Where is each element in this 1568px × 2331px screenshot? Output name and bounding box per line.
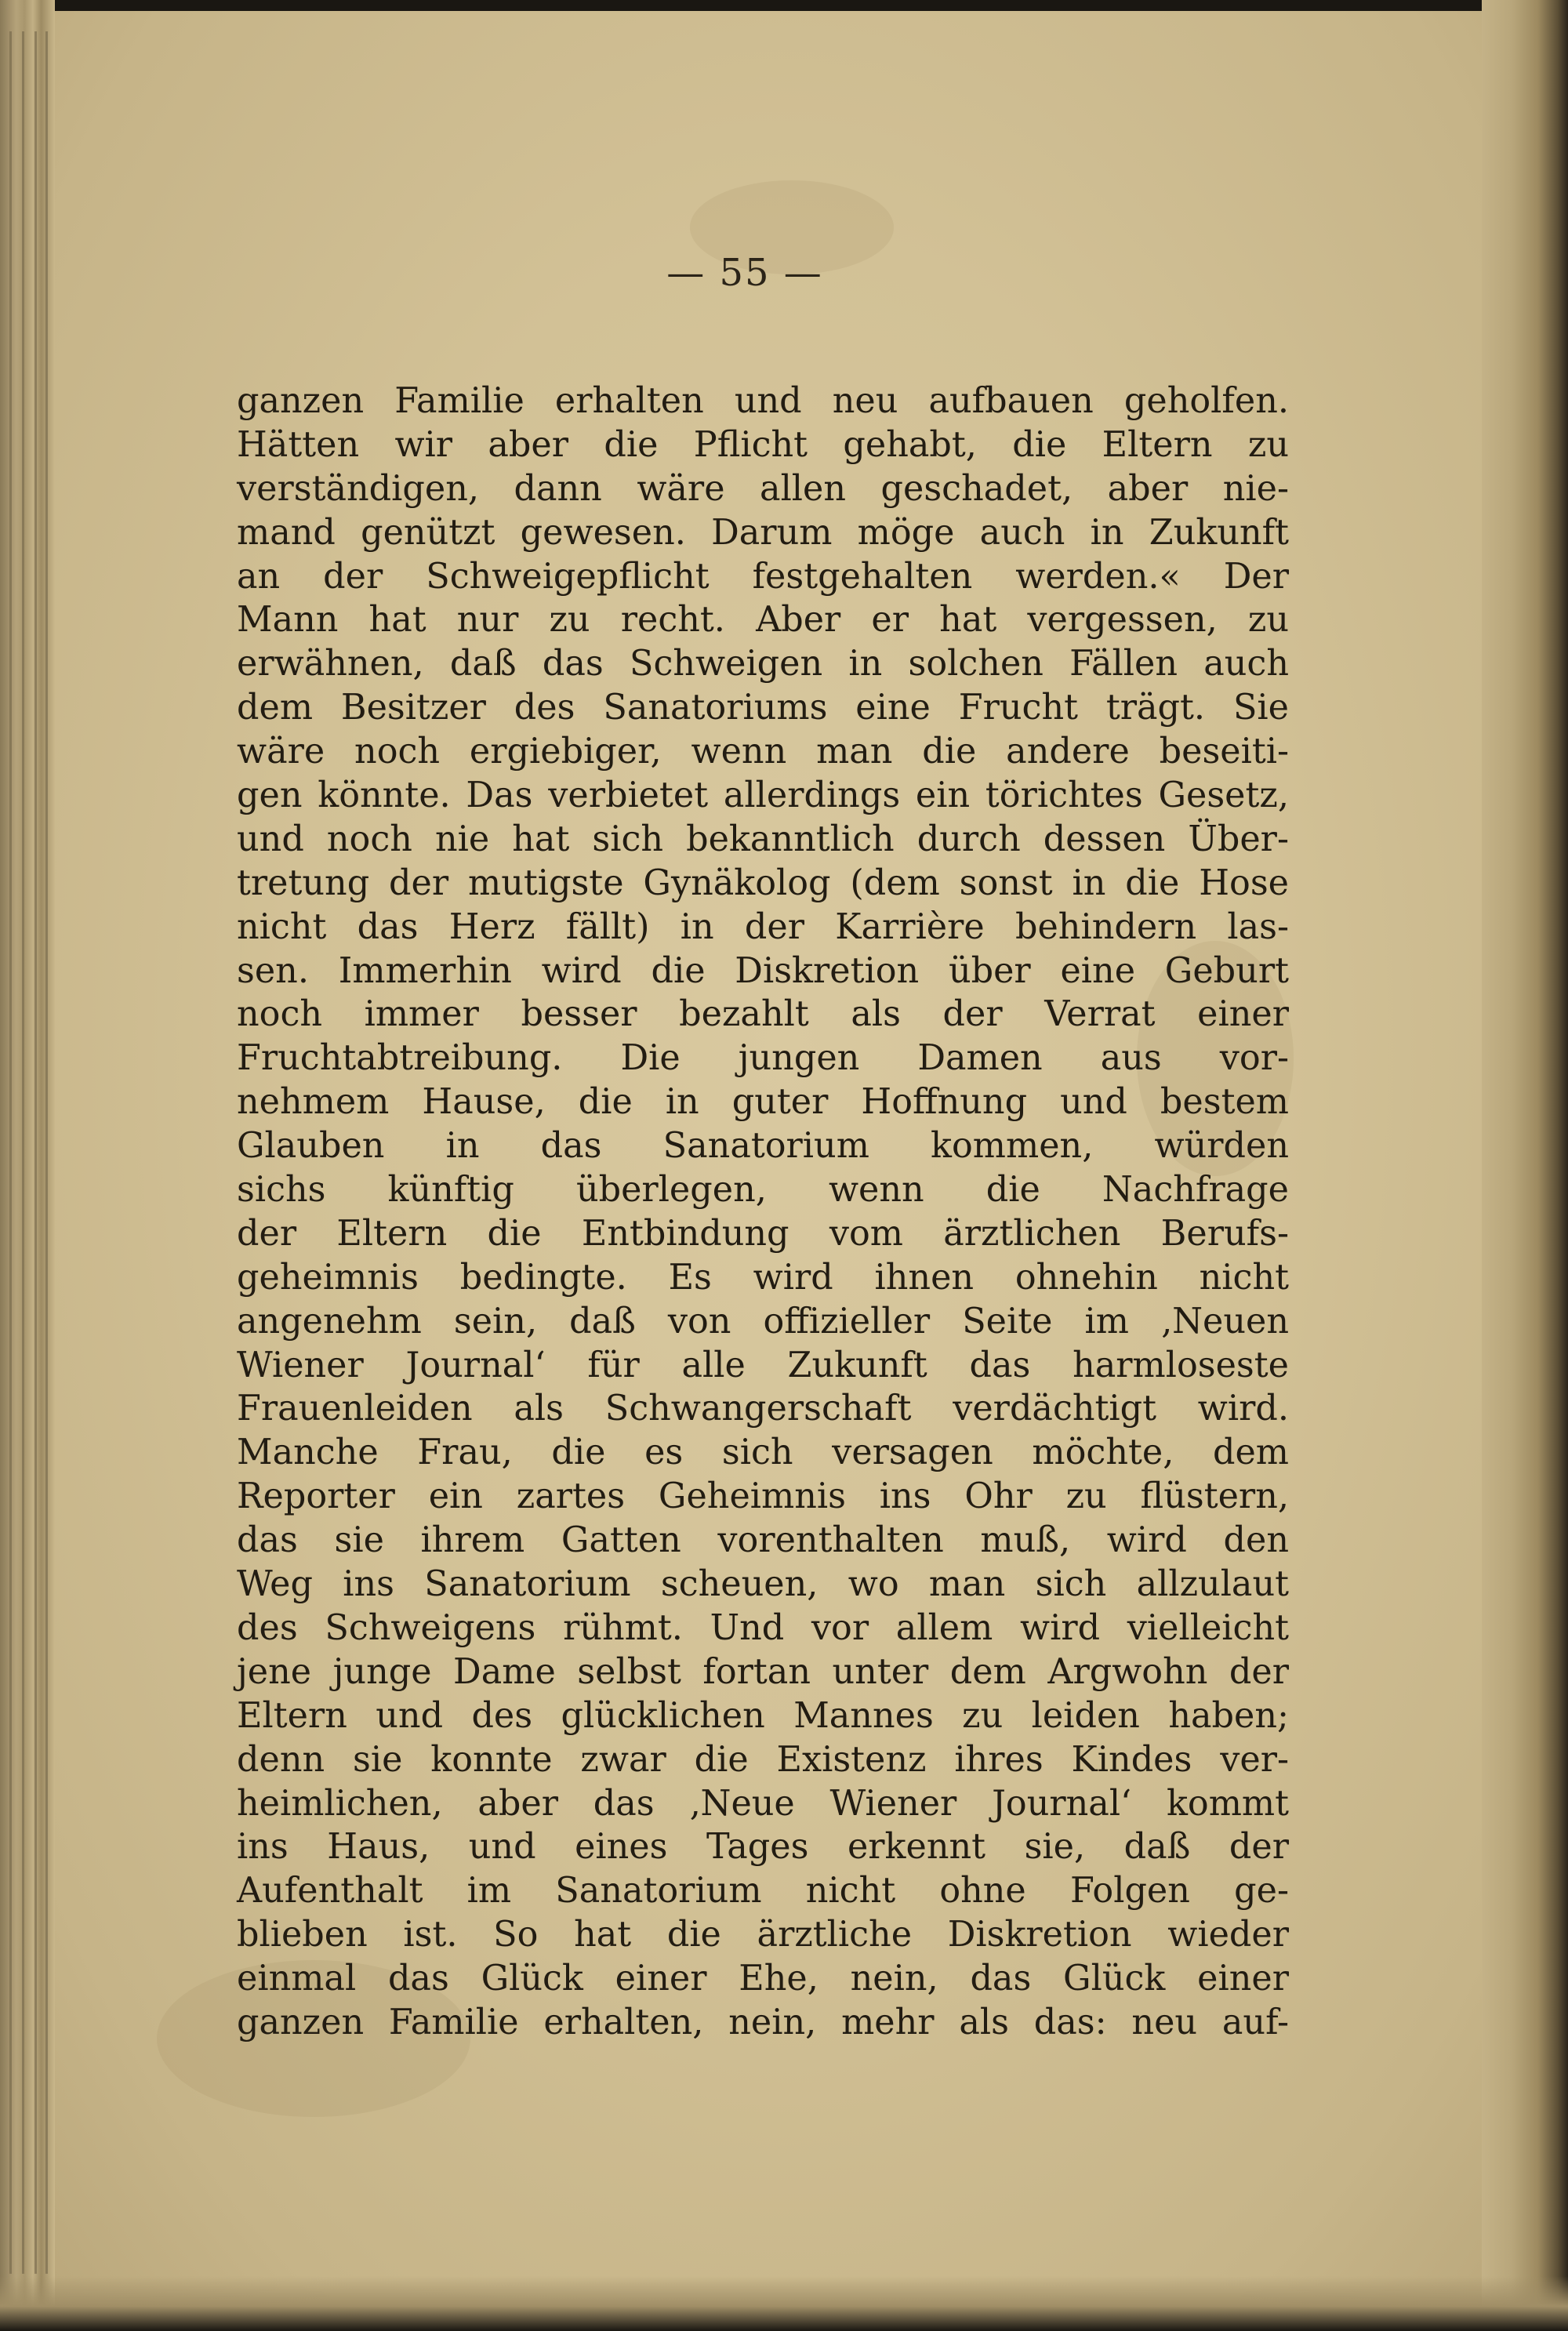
page-number-prefix: — bbox=[666, 251, 720, 295]
text-line: nehmem Hause, die in guter Hoffnung und bestem bbox=[237, 1082, 1289, 1123]
text-line: jene junge Dame selbst fortan unter dem Argwohn der bbox=[237, 1651, 1289, 1692]
text-line: Glauben in das Sanatorium kommen, würden bbox=[237, 1126, 1289, 1167]
text-line: erwähnen, daß das Schweigen in solchen Fällen auch bbox=[237, 644, 1289, 684]
page-number-suffix: — bbox=[770, 251, 823, 295]
text-line: Hätten wir aber die Pflicht gehabt, die Eltern zu bbox=[237, 424, 1289, 465]
page-stack-left-edge bbox=[0, 0, 55, 2331]
text-line: an der Schweigepflicht festgehalten werden.« Der bbox=[237, 556, 1289, 597]
text-line: Weg ins Sanatorium scheuen, wo man sich allzulaut bbox=[237, 1564, 1289, 1605]
text-line: Eltern und des glücklichen Mannes zu leiden haben; bbox=[237, 1695, 1289, 1736]
text-line: dem Besitzer des Sanatoriums eine Frucht trägt. Sie bbox=[237, 688, 1289, 728]
body-text bbox=[237, 379, 1289, 2045]
book-spine-shadow bbox=[1482, 0, 1568, 2331]
page-number bbox=[0, 251, 1490, 295]
text-line: verständigen, dann wäre allen geschadet, aber nie- bbox=[237, 468, 1289, 509]
text-line: wäre noch ergiebiger, wenn man die andere beseiti- bbox=[237, 732, 1289, 772]
text-line: sen. Immerhin wird die Diskretion über eine Geburt bbox=[237, 950, 1289, 991]
text-line: ganzen Familie erhalten und neu aufbauen geholfen. bbox=[237, 381, 1289, 421]
text-line: Frauenleiden als Schwangerschaft verdächtigt wird. bbox=[237, 1389, 1289, 1429]
text-line: blieben ist. So hat die ärztliche Diskretion wieder bbox=[237, 1915, 1289, 1955]
text-line: Aufenthalt im Sanatorium nicht ohne Folgen ge- bbox=[237, 1871, 1289, 1912]
text-line: nicht das Herz fällt) in der Karrière behindern las- bbox=[237, 906, 1289, 947]
text-line: gen könnte. Das verbietet allerdings ein törichtes Gesetz, bbox=[237, 775, 1289, 816]
text-line: einmal das Glück einer Ehe, nein, das Glück einer bbox=[237, 1959, 1289, 1999]
text-line: heimlichen, aber das ‚Neue Wiener Journal‘ kommt bbox=[237, 1783, 1289, 1824]
text-line: angenehm sein, daß von offizieller Seite im ‚Neuen bbox=[237, 1301, 1289, 1342]
page-edge-line bbox=[22, 31, 24, 2274]
text-line: geheimnis bedingte. Es wird ihnen ohnehin nicht bbox=[237, 1257, 1289, 1298]
text-line: tretung der mutigste Gynäkolog (dem sonst in die Hose bbox=[237, 862, 1289, 903]
text-line: das sie ihrem Gatten vorenthalten muß, wird den bbox=[237, 1520, 1289, 1561]
text-line: denn sie konnte zwar die Existenz ihres Kindes ver- bbox=[237, 1739, 1289, 1780]
text-line: Manche Frau, die es sich versagen möchte, dem bbox=[237, 1432, 1289, 1473]
page-edge-line bbox=[45, 31, 48, 2274]
text-line: ganzen Familie erhalten, nein, mehr als das: neu auf- bbox=[237, 2002, 1289, 2042]
page-edge-line bbox=[34, 31, 37, 2274]
text-line: Reporter ein zartes Geheimnis ins Ohr zu flüstern, bbox=[237, 1476, 1289, 1517]
text-line: des Schweigens rühmt. Und vor allem wird vielleicht bbox=[237, 1607, 1289, 1648]
text-line: Fruchtabtreibung. Die jungen Damen aus vor- bbox=[237, 1038, 1289, 1079]
text-line: noch immer besser bezahlt als der Verrat einer bbox=[237, 994, 1289, 1035]
page-edge-line bbox=[9, 31, 12, 2274]
text-line: der Eltern die Entbindung vom ärztlichen Berufs- bbox=[237, 1213, 1289, 1254]
text-line: sichs künftig überlegen, wenn die Nachfrage bbox=[237, 1170, 1289, 1211]
page-bottom-edge bbox=[0, 2276, 1568, 2331]
text-line: ins Haus, und eines Tages erkennt sie, daß der bbox=[237, 1827, 1289, 1868]
text-line: Wiener Journal‘ für alle Zukunft das harmloseste bbox=[237, 1345, 1289, 1385]
page-top-edge bbox=[0, 0, 1568, 11]
text-line: und noch nie hat sich bekanntlich durch dessen Über- bbox=[237, 819, 1289, 859]
page-number-value: 55 bbox=[719, 251, 771, 295]
text-line: Mann hat nur zu recht. Aber er hat vergessen, zu bbox=[237, 600, 1289, 641]
text-line: mand genützt gewesen. Darum möge auch in Zukunft bbox=[237, 512, 1289, 553]
